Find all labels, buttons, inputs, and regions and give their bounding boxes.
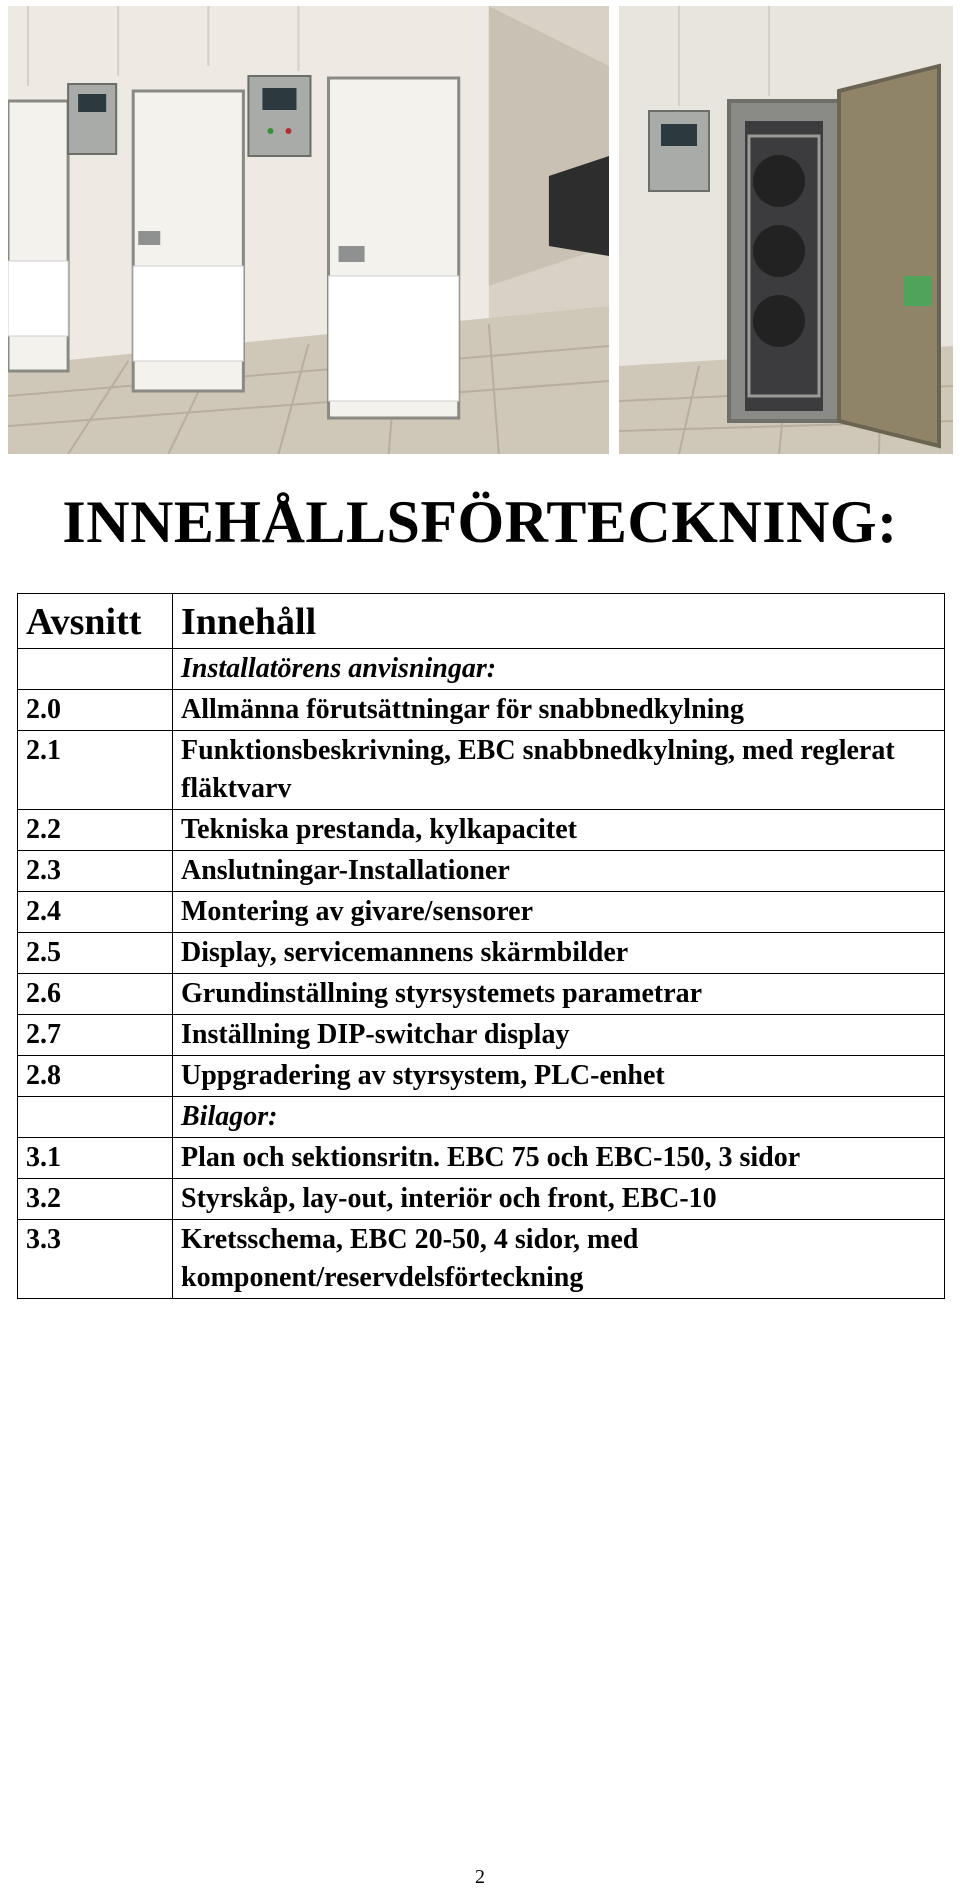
table-row xyxy=(18,1179,945,1220)
section-number: 3.3 xyxy=(18,1220,173,1299)
section-title: Grundinställning styrsystemets parametrar xyxy=(173,974,945,1015)
column-header-section: Avsnitt xyxy=(18,594,173,649)
section-title: Kretsschema, EBC 20-50, 4 sidor, med komponent/reservdelsförteckning xyxy=(173,1220,945,1299)
section-title: Plan och sektionsritn. EBC 75 och EBC-150, 3 sidor xyxy=(173,1138,945,1179)
page-number: 2 xyxy=(475,1866,485,1888)
section-number: 2.1 xyxy=(18,731,173,810)
section-title: Allmänna förutsättningar för snabbnedkylning xyxy=(173,690,945,731)
section-number: 2.2 xyxy=(18,810,173,851)
table-cell-empty xyxy=(18,1097,173,1138)
section-number: 2.6 xyxy=(18,974,173,1015)
group-heading: Bilagor: xyxy=(173,1097,945,1138)
cold-room-doors-photo xyxy=(8,6,609,454)
table-row xyxy=(18,1015,945,1056)
table-row xyxy=(18,1138,945,1179)
table-row xyxy=(18,731,945,810)
group-heading: Installatörens anvisningar: xyxy=(173,649,945,690)
table-row xyxy=(18,1056,945,1097)
table-row xyxy=(18,1220,945,1299)
table-header-row xyxy=(18,594,945,649)
group-heading-row xyxy=(18,1097,945,1138)
table-row xyxy=(18,933,945,974)
open-blast-chiller-photo xyxy=(619,6,953,454)
section-number: 3.1 xyxy=(18,1138,173,1179)
section-title: Anslutningar-Installationer xyxy=(173,851,945,892)
section-number: 2.7 xyxy=(18,1015,173,1056)
table-of-contents xyxy=(17,593,945,1299)
table-row xyxy=(18,974,945,1015)
section-number: 2.5 xyxy=(18,933,173,974)
column-header-content: Innehåll xyxy=(173,594,945,649)
section-title: Tekniska prestanda, kylkapacitet xyxy=(173,810,945,851)
section-title: Montering av givare/sensorer xyxy=(173,892,945,933)
section-title: Styrskåp, lay-out, interiör och front, EBC-10 xyxy=(173,1179,945,1220)
table-row xyxy=(18,690,945,731)
section-number: 2.8 xyxy=(18,1056,173,1097)
section-number: 2.4 xyxy=(18,892,173,933)
section-title: Uppgradering av styrsystem, PLC-enhet xyxy=(173,1056,945,1097)
section-number: 2.3 xyxy=(18,851,173,892)
section-title: Funktionsbeskrivning, EBC snabbnedkylning, med reglerat fläktvarv xyxy=(173,731,945,810)
section-number: 3.2 xyxy=(18,1179,173,1220)
group-heading-row xyxy=(18,649,945,690)
table-row xyxy=(18,851,945,892)
table-cell-empty xyxy=(18,649,173,690)
section-title: Display, servicemannens skärmbilder xyxy=(173,933,945,974)
table-row xyxy=(18,892,945,933)
page-title: INNEHÅLLSFÖRTECKNING: xyxy=(62,489,898,555)
table-row xyxy=(18,810,945,851)
section-number: 2.0 xyxy=(18,690,173,731)
section-title: Inställning DIP-switchar display xyxy=(173,1015,945,1056)
